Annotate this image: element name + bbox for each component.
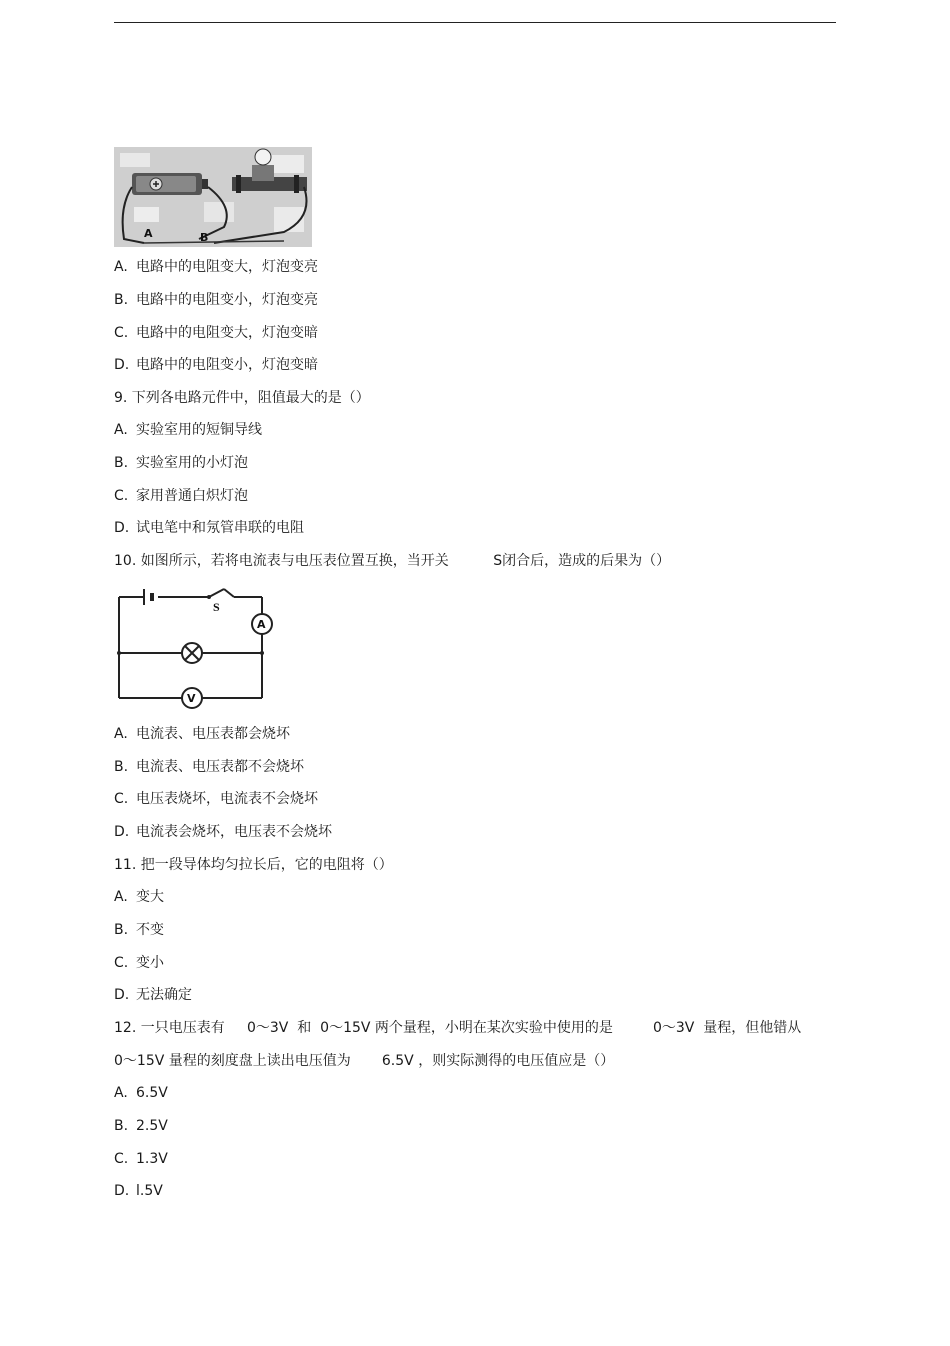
q8-option-b[interactable] — [114, 291, 318, 309]
option-letter: C. — [114, 791, 129, 807]
photo-label-b: B — [200, 231, 209, 244]
q11-stem: 11. 把一段导体均匀拉长后，它的电阻将（） — [114, 857, 393, 873]
option-text: l.5V — [136, 1183, 163, 1199]
option-letter: C. — [114, 488, 129, 504]
option-text: 不变 — [136, 922, 164, 938]
q12-option-d[interactable] — [114, 1182, 163, 1200]
option-text: 1.3V — [136, 1151, 168, 1167]
option-text: 2.5V — [136, 1118, 168, 1134]
option-text: 实验室用的短铜导线 — [136, 422, 262, 438]
option-letter: B. — [114, 455, 129, 471]
option-text: 变小 — [136, 955, 164, 971]
option-text: 电路中的电阻变小，灯泡变亮 — [136, 292, 318, 308]
header-rule — [114, 22, 836, 23]
option-letter: C. — [114, 325, 129, 341]
option-text: 试电笔中和氖管串联的电阻 — [136, 520, 304, 536]
option-text: 电路中的电阻变小，灯泡变暗 — [136, 357, 318, 373]
option-text: 电路中的电阻变大，灯泡变亮 — [136, 259, 318, 275]
q10-option-c[interactable] — [114, 790, 318, 808]
q8-option-a[interactable] — [114, 258, 318, 276]
option-letter: A. — [114, 422, 128, 438]
q10-option-b[interactable] — [114, 758, 304, 776]
q9-option-c[interactable] — [114, 487, 248, 505]
switch-label: S — [213, 600, 220, 614]
q8-photo-drawing — [114, 147, 312, 247]
option-letter: A. — [114, 726, 128, 742]
q11-option-c[interactable] — [114, 954, 164, 972]
option-letter: A. — [114, 259, 128, 275]
voltmeter-label: V — [187, 692, 196, 705]
option-letter: B. — [114, 292, 129, 308]
q12-option-a[interactable] — [114, 1084, 168, 1102]
q9-option-d[interactable] — [114, 519, 304, 537]
q11-option-a[interactable] — [114, 888, 164, 906]
q8-circuit-photo — [114, 147, 312, 247]
option-letter: B. — [114, 1118, 129, 1134]
circuit-drawing — [114, 585, 279, 715]
q12-stem-line2: 0～15V 量程的刻度盘上读出电压值为 6.5V ，则实际测得的电压值应是（） — [114, 1053, 615, 1069]
option-letter: D. — [114, 987, 130, 1003]
photo-label-a: A — [144, 227, 153, 240]
option-text: 电压表烧坏，电流表不会烧坏 — [136, 791, 318, 807]
q9-stem: 9. 下列各电路元件中，阻值最大的是（） — [114, 390, 370, 406]
option-text: 电流表、电压表都会烧坏 — [136, 726, 290, 742]
q12-option-c[interactable] — [114, 1150, 168, 1168]
option-text: 电流表会烧坏，电压表不会烧坏 — [136, 824, 332, 840]
q11-option-d[interactable] — [114, 986, 192, 1004]
q9-option-b[interactable] — [114, 454, 248, 472]
option-letter: D. — [114, 357, 130, 373]
q8-option-d[interactable] — [114, 356, 318, 374]
option-letter: C. — [114, 1151, 129, 1167]
q12-option-b[interactable] — [114, 1117, 168, 1135]
q10-circuit-diagram — [114, 585, 279, 715]
option-text: 家用普通白炽灯泡 — [136, 488, 248, 504]
option-text: 实验室用的小灯泡 — [136, 455, 248, 471]
option-text: 电路中的电阻变大，灯泡变暗 — [136, 325, 318, 341]
option-letter: B. — [114, 759, 129, 775]
ammeter-label: A — [257, 618, 266, 631]
option-letter: A. — [114, 889, 128, 905]
option-letter: D. — [114, 824, 130, 840]
option-letter: D. — [114, 520, 130, 536]
q9-option-a[interactable] — [114, 421, 262, 439]
option-letter: C. — [114, 955, 129, 971]
q8-option-c[interactable] — [114, 324, 318, 342]
option-text: 无法确定 — [136, 987, 192, 1003]
q10-option-a[interactable] — [114, 725, 290, 743]
q10-stem: 10. 如图所示，若将电流表与电压表位置互换，当开关 S闭合后，造成的后果为（） — [114, 553, 671, 569]
option-letter: D. — [114, 1183, 130, 1199]
q12-stem-line1: 12. 一只电压表有 0～3V 和 0～15V 两个量程，小明在某次实验中使用的是 0～3V 量程，但他错从 — [114, 1020, 802, 1036]
q10-option-d[interactable] — [114, 823, 332, 841]
option-text: 变大 — [136, 889, 164, 905]
option-text: 电流表、电压表都不会烧坏 — [136, 759, 304, 775]
q11-option-b[interactable] — [114, 921, 164, 939]
option-letter: B. — [114, 922, 129, 938]
option-text: 6.5V — [136, 1085, 168, 1101]
option-letter: A. — [114, 1085, 128, 1101]
